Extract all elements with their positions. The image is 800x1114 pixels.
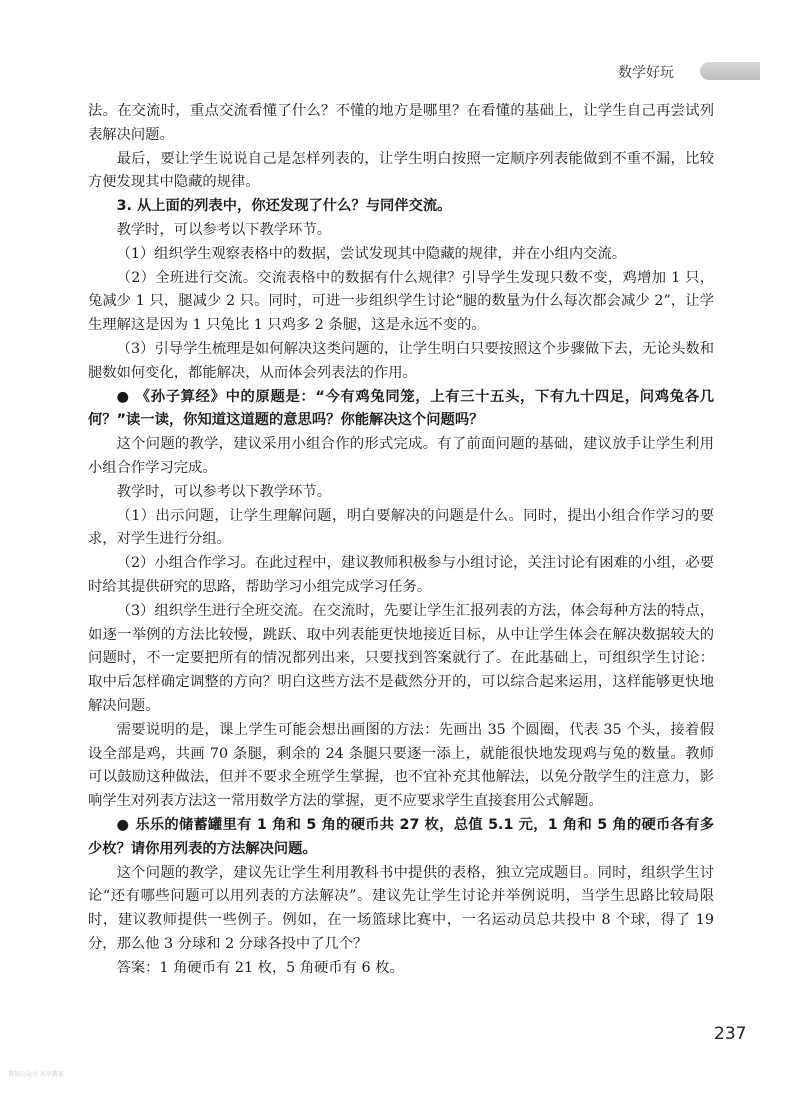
bullet-icon: ● <box>116 816 130 833</box>
bullet-question-text: 《孙子算经》中的原题是：“今有鸡兔同笼，上有三十五头，下有九十四足，问鸡兔各几何？”读一读，你知道这道题的意思吗？你能解决这个问题吗？ <box>88 388 714 429</box>
paragraph: （2）小组合作学习。在此过程中，建议教师积极参与小组讨论，关注讨论有困难的小组，必要时给其提供研究的思路，帮助学习小组完成学习任务。 <box>88 555 714 595</box>
paragraph: （3）组织学生进行全班交流。在交流时，先要让学生汇报列表的方法，体会每种方法的特点，如逐一举例的方法比较慢，跳跃、取中列表能更快地接近目标，从中让学生体会在解决数据较大的问题时，不一定要把所有的情况都列出来，只要找到答案就行了。在此基础上，可组织学生讨论：取中后怎样确定调整的方向？明白这些方法不是截然分开的，可以综合起来运用，这样能够更快地解决问题。 <box>88 602 714 714</box>
paragraph: （3）引导学生梳理是如何解决这类问题的，让学生明白只要按照这个步骤做下去，无论头数和腿数如何变化，都能解决，从而体会列表法的作用。 <box>88 340 714 381</box>
section-heading: 3. 从上面的列表中，你还发现了什么？与同伴交流。 <box>116 198 452 215</box>
bullet-icon: ● <box>116 388 130 405</box>
page-content <box>88 100 714 980</box>
paragraph: 教学时，可以参考以下教学环节。 <box>116 483 332 500</box>
bullet-question <box>88 814 714 862</box>
header-title: 数学好玩 <box>618 65 674 81</box>
bullet-question-text: 乐乐的储蓄罐里有 1 角和 5 角的硬币共 27 枚，总值 5.1 元，1 角和 5 角的硬币各有多少枚？请你用列表的方法解决问题。 <box>88 816 714 857</box>
header-tab-decoration <box>700 62 760 80</box>
paragraph: 最后，要让学生说说自己是怎样列表的，让学生明白按照一定顺序列表能做到不重不漏，比较方便发现其中隐藏的规律。 <box>88 150 714 191</box>
bullet-question <box>88 386 714 434</box>
paragraph: 这个问题的教学，建议采用小组合作的形式完成。有了前面问题的基础，建议放手让学生利用小组合作学习完成。 <box>88 436 714 476</box>
paragraph: 需要说明的是，课上学生可能会想出画图的方法：先画出 35 个圆圈，代表 35 个头，接着假设全部是鸡，共画 70 条腿，剩余的 24 条腿只要逐一添上，就能很快地发现鸡与兔的数量。教师可以鼓励这种做法，但并不要求全班学生掌握，也不宜补充其他解法，以免分散学生的注意力，影响学生对列表方法这一常用数学方法的掌握，更不应要求学生直接套用公式解题。 <box>88 721 714 810</box>
watermark: 微信公众号 共享教案 <box>8 1071 64 1078</box>
page-number: 237 <box>714 1024 747 1044</box>
paragraph: 教学时，可以参考以下教学环节。 <box>116 221 332 238</box>
paragraph: （1）组织学生观察表格中的数据，尝试发现其中隐藏的规律，并在小组内交流。 <box>116 245 627 262</box>
paragraph: 法。在交流时，重点交流看懂了什么？不懂的地方是哪里？在看懂的基础上，让学生自己再尝试列表解决问题。 <box>88 103 714 143</box>
paragraph: （1）出示问题，让学生理解问题，明白要解决的问题是什么。同时，提出小组合作学习的要求，对学生进行分组。 <box>88 507 714 548</box>
paragraph: （2）全班进行交流。交流表格中的数据有什么规律？引导学生发现只数不变，鸡增加 1 只，兔减少 1 只，腿减少 2 只。同时，可进一步组织学生讨论“腿的数量为什么每次都会减少 2”，让学生理解这是因为 1 只兔比 1 只鸡多 2 条腿，这是永远不变的。 <box>88 269 714 334</box>
answer: 答案：1 角硬币有 21 枚，5 角硬币有 6 枚。 <box>116 959 404 976</box>
paragraph: 这个问题的教学，建议先让学生利用教科书中提供的表格，独立完成题目。同时，组织学生讨论“还有哪些问题可以用列表的方法解决”。建议先让学生讨论并举例说明，当学生思路比较局限时，建议教师提供一些例子。例如，在一场篮球比赛中，一名运动员总共投中 8 个球，得了 19 分，那么他 3 分球和 2 分球各投中了几个？ <box>88 864 714 952</box>
